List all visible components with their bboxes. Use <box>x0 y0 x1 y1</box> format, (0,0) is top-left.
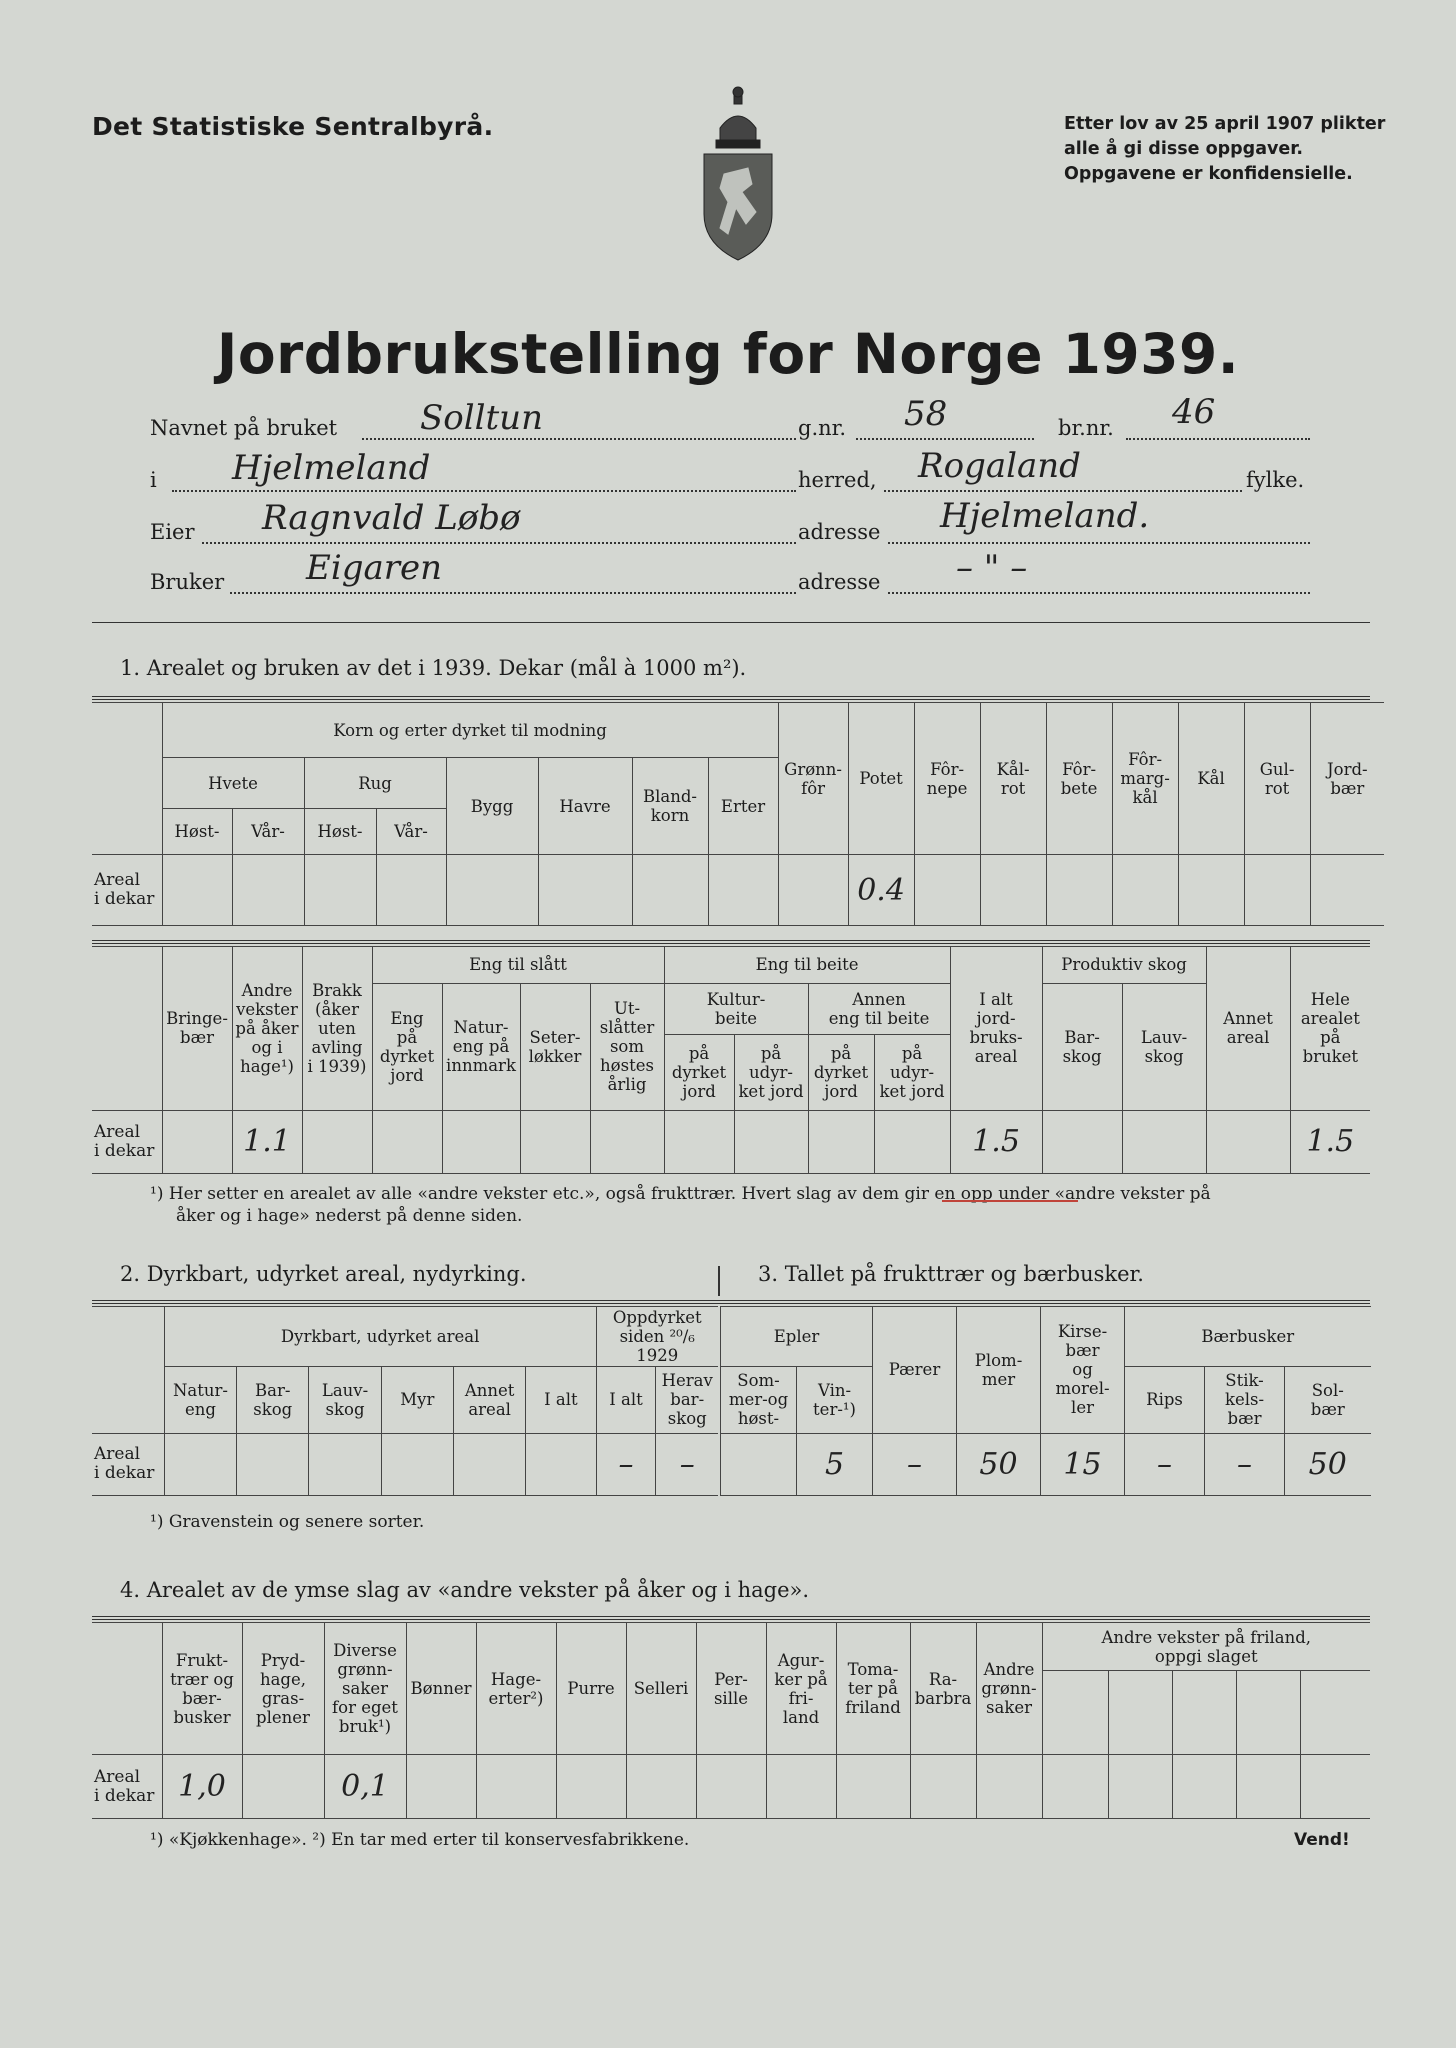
header-hvete-var: Vår- <box>232 808 304 854</box>
farm-name-line <box>362 438 796 440</box>
header-myr: Myr <box>381 1367 453 1433</box>
plommer-value: 50 <box>957 1433 1041 1495</box>
header-barskog: Bar- skog <box>1042 983 1122 1110</box>
oppdyrket-i-alt-value: – <box>596 1433 656 1495</box>
header-lauvskog: Lauv- skog <box>1122 983 1206 1110</box>
table-crops <box>92 702 1384 926</box>
header-bringebaer: Bringe- bær <box>162 947 232 1111</box>
brnr-value: 46 <box>1172 392 1216 432</box>
table-top-rule <box>92 1616 1370 1620</box>
header-annet-areal: Annet areal <box>453 1367 525 1433</box>
solbaer-value: 50 <box>1285 1433 1371 1495</box>
brnr-line <box>1126 438 1310 440</box>
header-frukttraer: Frukt- trær og bær- busker <box>162 1623 242 1755</box>
header-havre: Havre <box>538 758 632 855</box>
header-plommer: Plom- mer <box>957 1307 1041 1434</box>
gnr-value: 58 <box>904 394 948 434</box>
i-alt-jord-value: 1.5 <box>950 1110 1042 1173</box>
header-utslatter: Ut- slåtter som høstes årlig <box>590 983 664 1110</box>
section3-heading: 3. Tallet på frukttrær og bærbusker. <box>758 1262 1144 1286</box>
header-stikkelsbaer: Stik- kels- bær <box>1205 1367 1285 1433</box>
coat-of-arms-icon <box>690 84 786 264</box>
header-naturang: Natur- eng på innmark <box>442 983 520 1110</box>
hele-areal-value: 1.5 <box>1290 1110 1370 1173</box>
table-land-use <box>92 946 1370 1174</box>
header-rug-host: Høst- <box>304 808 376 854</box>
header-jordbaer: Jord- bær <box>1310 703 1384 855</box>
oppdyrket-barskog-value: – <box>656 1433 718 1495</box>
header-kirsebaer: Kirse- bær og morel- ler <box>1041 1307 1125 1434</box>
header-hvete-host: Høst- <box>162 808 232 854</box>
header-potet: Potet <box>848 703 914 855</box>
header-lauvskog: Lauv- skog <box>309 1367 381 1433</box>
andre-vekster-value: 1.1 <box>232 1110 302 1173</box>
header-annen-eng: Annen eng til beite <box>808 983 950 1034</box>
header-rug-var: Vår- <box>376 808 446 854</box>
owner-address-line <box>888 542 1310 544</box>
header-prod-skog: Produktiv skog <box>1042 947 1206 984</box>
farm-name-label: Navnet på bruket <box>150 416 338 440</box>
municipality-line <box>172 490 796 492</box>
owner-address-label: adresse <box>798 520 881 544</box>
agency-name: Det Statistiske Sentralbyrå. <box>92 112 494 141</box>
header-kalrot: Kål- rot <box>980 703 1046 855</box>
frukttraer-value: 1,0 <box>162 1755 242 1819</box>
header-prydhage: Pryd- hage, gras- plener <box>242 1623 324 1755</box>
owner-address-value: Hjelmeland. <box>940 496 1150 536</box>
vinter-value: 5 <box>797 1433 873 1495</box>
header-annen-udyrket: på udyr- ket jord <box>874 1034 950 1110</box>
header-annet-areal: Annet areal <box>1206 947 1290 1111</box>
owner-line <box>202 542 796 544</box>
header-eng-beite: Eng til beite <box>664 947 950 984</box>
header-seterlokker: Seter- løkker <box>520 983 590 1110</box>
header-kal: Kål <box>1178 703 1244 855</box>
table-top-rule <box>92 940 1370 944</box>
header-tomater: Toma- ter på friland <box>836 1623 910 1755</box>
row-label: Areal i dekar <box>92 855 162 926</box>
section1-heading: 1. Arealet og bruken av det i 1939. Dekar (mål à 1000 m²). <box>120 656 747 680</box>
header-oppdyrket: Oppdyrket siden ²⁰/₆ 1929 <box>596 1307 718 1367</box>
fylke-label: fylke. <box>1246 468 1305 492</box>
header-kultur-dyrket: på dyrket jord <box>664 1034 734 1110</box>
header-annen-dyrket: på dyrket jord <box>808 1034 874 1110</box>
header-dyrkbart: Dyrkbart, udyrket areal <box>164 1307 596 1367</box>
section-separator <box>718 1266 720 1296</box>
row-label: Areal i dekar <box>92 1433 164 1495</box>
form-title: Jordbrukstelling for Norge 1939. <box>216 322 1240 386</box>
potet-value: 0.4 <box>848 855 914 926</box>
header-paerer: Pærer <box>873 1307 957 1434</box>
header-korn: Korn og erter dyrket til modning <box>162 703 778 758</box>
table-dyrkbart <box>92 1306 718 1496</box>
header-gulrot: Gul- rot <box>1244 703 1310 855</box>
legal-notice: Etter lov av 25 april 1907 plikter alle å gi disse oppgaver. Oppgavene er konfidensielle. <box>1064 114 1386 184</box>
header-gronnfor: Grønn- fôr <box>778 703 848 855</box>
divider <box>92 622 1370 623</box>
user-label: Bruker <box>150 570 225 594</box>
header-hvete: Hvete <box>162 758 304 809</box>
footnote-section1: ¹) Her setter en arealet av alle «andre vekster etc.», også frukttrær. Hvert slag av dem gir en opp under «andre vekster på <box>150 1184 1211 1204</box>
header-blandkorn: Bland- korn <box>632 758 708 855</box>
footnote-gravenstein: ¹) Gravenstein og senere sorter. <box>150 1512 425 1532</box>
header-persille: Per- sille <box>696 1623 766 1755</box>
header-baerbusker: Bærbusker <box>1125 1307 1371 1367</box>
header-oppdyrket-i-alt: I alt <box>596 1367 656 1433</box>
red-pencil-mark <box>942 1200 1078 1202</box>
diverse-value: 0,1 <box>324 1755 406 1819</box>
header-kulturbeite: Kultur- beite <box>664 983 808 1034</box>
table-top-rule <box>92 696 1370 700</box>
paerer-value: – <box>873 1433 957 1495</box>
county-line <box>884 490 1242 492</box>
section2-heading: 2. Dyrkbart, udyrket areal, nydyrking. <box>120 1262 527 1286</box>
header-solbaer: Sol- bær <box>1285 1367 1371 1433</box>
user-address-value: – " – <box>956 548 1028 588</box>
municipality-value: Hjelmeland <box>232 448 431 488</box>
municipality-prefix-label: i <box>150 468 157 492</box>
header-hageerter: Hage- erter²) <box>476 1623 556 1755</box>
header-barskog: Bar- skog <box>237 1367 309 1433</box>
rips-value: – <box>1125 1433 1205 1495</box>
header-bygg: Bygg <box>446 758 538 855</box>
header-epler: Epler <box>721 1307 873 1367</box>
header-eng-dyrket: Eng på dyrket jord <box>372 983 442 1110</box>
footnote-section4: ¹) «Kjøkkenhage». ²) En tar med erter til konservesfabrikkene. <box>150 1830 690 1850</box>
footnote-section1-cont: åker og i hage» nederst på denne siden. <box>176 1206 523 1226</box>
header-rips: Rips <box>1125 1367 1205 1433</box>
header-i-alt-jord: I alt jord- bruks- areal <box>950 947 1042 1111</box>
header-vinter: Vin- ter-¹) <box>797 1367 873 1433</box>
header-selleri: Selleri <box>626 1623 696 1755</box>
gnr-label: g.nr. <box>798 416 847 440</box>
header-oppdyrket-barskog: Herav bar- skog <box>656 1367 718 1433</box>
stikkelsbaer-value: – <box>1205 1433 1285 1495</box>
herred-label: herred, <box>798 468 877 492</box>
header-kultur-udyrket: på udyr- ket jord <box>734 1034 808 1110</box>
header-i-alt: I alt <box>526 1367 596 1433</box>
header-eng-slatt: Eng til slått <box>372 947 664 984</box>
header-sommer: Som- mer-og høst- <box>721 1367 797 1433</box>
turn-page-note: Vend! <box>1294 1830 1350 1850</box>
table-top-rule <box>92 1300 1370 1304</box>
header-hele-areal: Hele arealet på bruket <box>1290 947 1370 1111</box>
header-rug: Rug <box>304 758 446 809</box>
header-andre-gronnsaker: Andre grønn- saker <box>976 1623 1042 1755</box>
section4-heading: 4. Arealet av de ymse slag av «andre vekster på åker og i hage». <box>120 1578 810 1602</box>
user-value: Eigaren <box>306 548 442 588</box>
table-other-crops <box>92 1622 1370 1819</box>
header-purre: Purre <box>556 1623 626 1755</box>
header-diverse: Diverse grønn- saker for eget bruk¹) <box>324 1623 406 1755</box>
brnr-label: br.nr. <box>1058 416 1114 440</box>
owner-label: Eier <box>150 520 195 544</box>
header-rabarbra: Ra- barbra <box>910 1623 976 1755</box>
header-andre-vekster: Andre vekster på åker og i hage¹) <box>232 947 302 1111</box>
row-label: Areal i dekar <box>92 1755 162 1819</box>
header-andre-friland: Andre vekster på friland, oppgi slaget <box>1042 1623 1370 1671</box>
user-address-line <box>888 592 1310 594</box>
header-brakk: Brakk (åker uten avling i 1939) <box>302 947 372 1111</box>
header-forbete: Fôr- bete <box>1046 703 1112 855</box>
header-erter: Erter <box>708 758 778 855</box>
gnr-line <box>856 438 1034 440</box>
row-label: Areal i dekar <box>92 1110 162 1173</box>
farm-name-value: Solltun <box>420 398 543 438</box>
header-fornepe: Fôr- nepe <box>914 703 980 855</box>
owner-value: Ragnvald Løbø <box>262 498 521 538</box>
header-natureng: Natur- eng <box>164 1367 236 1433</box>
header-bonner: Bønner <box>406 1623 476 1755</box>
kirsebaer-value: 15 <box>1041 1433 1125 1495</box>
table-fruit-trees <box>720 1306 1371 1496</box>
user-address-label: adresse <box>798 570 881 594</box>
county-value: Rogaland <box>918 446 1081 486</box>
user-line <box>230 592 796 594</box>
header-agurker: Agur- ker på fri- land <box>766 1623 836 1755</box>
header-formargkal: Fôr- marg- kål <box>1112 703 1178 855</box>
